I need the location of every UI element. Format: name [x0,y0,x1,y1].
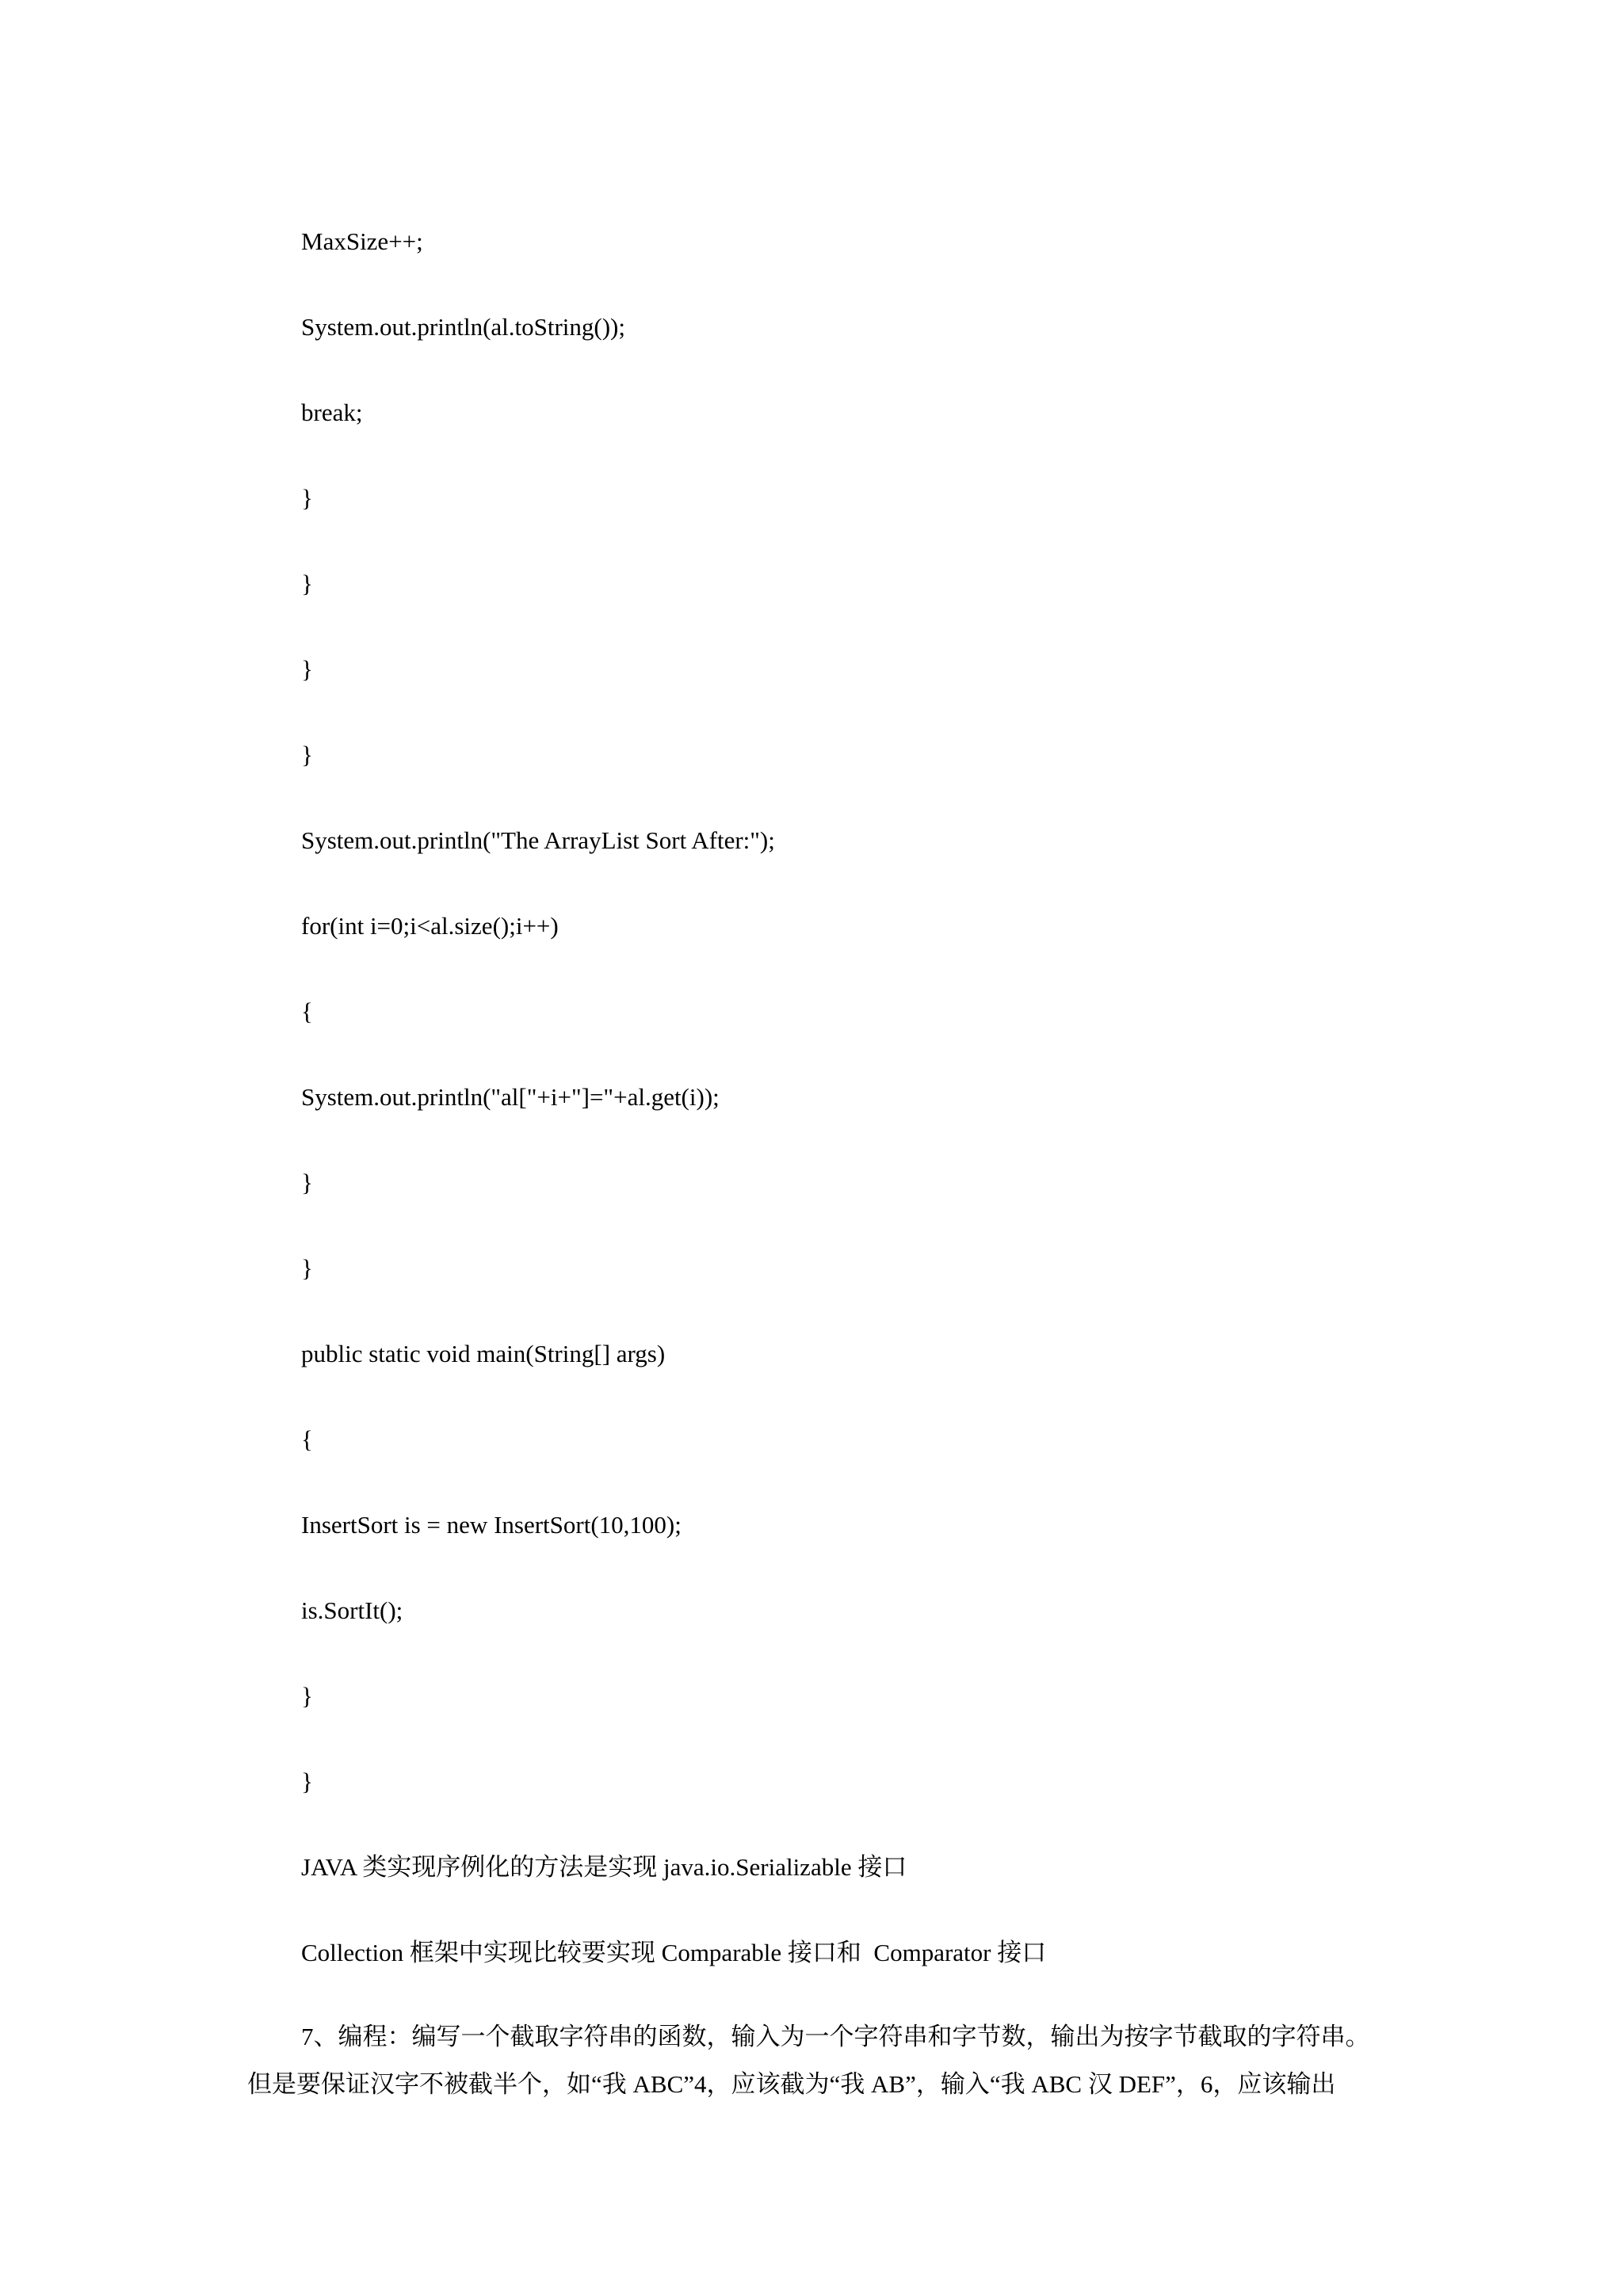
code-line: } [301,484,313,512]
code-line: } [301,741,313,769]
code-line: } [301,570,313,597]
comparable-note: Collection 框架中实现比较要实现 Comparable 接口和 Comparator 接口 [301,1939,1047,1966]
question-paragraph [247,2013,1388,2108]
code-line: } [301,1682,313,1710]
question-line-2: 但是要保证汉字不被截半个，如“我 ABC”4，应该截为“我 AB”，输入“我 ABC 汉 DEF”，6，应该输出 [247,2070,1336,2098]
code-line: for(int i=0;i<al.size();i++) [301,912,559,940]
question-text-1: 7、编程：编写一个截取字符串的函数，输入为一个字符串和字节数，输出为按字节截取的字符串。 [301,2023,1370,2050]
question-line-1 [247,2013,1388,2061]
code-line: { [301,1425,313,1453]
serializable-note: JAVA 类实现序例化的方法是实现 java.io.Serializable 接口 [301,1853,907,1881]
code-line: { [301,997,313,1025]
code-line: public static void main(String[] args) [301,1340,666,1367]
code-line: } [301,1254,313,1282]
code-line: } [301,1169,313,1196]
code-line: is.SortIt(); [301,1596,403,1624]
code-line: System.out.println(al.toString()); [301,313,625,341]
code-line: } [301,1768,313,1795]
code-line: MaxSize++; [301,227,423,255]
code-line: break; [301,399,363,426]
code-line: InsertSort is = new InsertSort(10,100); [301,1511,682,1539]
code-line: System.out.println("The ArrayList Sort After:"); [301,826,775,854]
code-line: System.out.println("al["+i+"]="+al.get(i)); [301,1083,720,1111]
code-line: } [301,655,313,683]
